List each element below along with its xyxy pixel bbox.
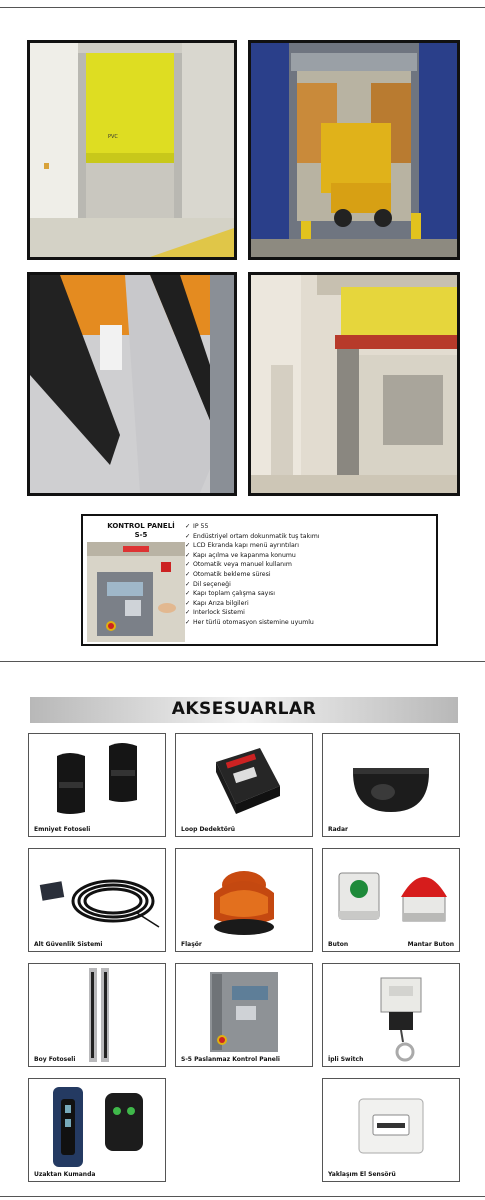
photo-yellow-door-steel-frame	[248, 272, 460, 496]
feature-item: ✓ Endüstriyel ortam dokunmatik tuş takımı	[185, 532, 320, 540]
check-icon: ✓	[185, 609, 191, 617]
feature-item: ✓ Her türlü otomasyon sistemine uyumlu	[185, 618, 314, 626]
feature-item: ✓ Otomatik veya manuel kullanım	[185, 561, 292, 569]
card-label: Loop Dedektörü	[181, 826, 236, 833]
card-label: Alt Güvenlik Sistemi	[34, 941, 103, 948]
pull-cord-switch-image	[323, 964, 459, 1066]
photo-forklift-warehouse-door	[248, 40, 460, 260]
control-panel-title	[89, 522, 193, 540]
bottom-safety-system-image	[29, 849, 165, 951]
card-label: Uzaktan Kumanda	[34, 1171, 96, 1178]
card-label-right: Mantar Buton	[407, 941, 454, 948]
feature-item: ✓ LCD Ekranda kapı menü ayrıntıları	[185, 542, 300, 550]
card-label: Radar	[328, 826, 348, 833]
control-panel-info-box	[81, 514, 438, 646]
feature-item: ✓ Kapı toplam çalışma sayısı	[185, 590, 275, 598]
photo-yellow-door-cleanroom	[27, 40, 237, 260]
check-icon: ✓	[185, 590, 191, 598]
flasher-light-image	[176, 849, 312, 951]
card-label: Buton	[328, 941, 349, 948]
accessory-card-flasor	[175, 848, 313, 952]
feature-item: ✓ IP 55	[185, 523, 209, 530]
accessory-card-emniyet-fotoseli	[28, 733, 166, 837]
feature-item: ✓ Otomatik bekleme süresi	[185, 570, 271, 578]
accessory-card-boy-fotoseli	[28, 963, 166, 1067]
accessory-card-buton	[322, 848, 460, 952]
loop-detector-image	[176, 734, 312, 836]
card-label: Boy Fotoseli	[34, 1056, 76, 1063]
button-and-mushroom-button-image	[323, 849, 459, 951]
bottom-rule	[0, 1196, 485, 1197]
card-label: İpli Switch	[328, 1056, 364, 1063]
feature-item: ✓ Kapı Arıza bilgileri	[185, 599, 249, 607]
accessory-card-radar	[322, 733, 460, 837]
check-icon: ✓	[185, 542, 191, 550]
light-curtain-image	[29, 964, 165, 1066]
accessories-banner	[30, 697, 458, 723]
accessories-title: AKSESUARLAR	[171, 699, 317, 719]
control-panel-feature-list	[185, 522, 320, 628]
check-icon: ✓	[185, 551, 191, 559]
check-icon: ✓	[185, 618, 191, 626]
check-icon: ✓	[185, 570, 191, 578]
top-rule	[0, 7, 485, 8]
feature-item: ✓ Interlock Sistemi	[185, 609, 245, 617]
accessory-card-loop-dedektoru	[175, 733, 313, 837]
section-divider	[0, 661, 485, 662]
svg-text:PVC: PVC	[108, 134, 118, 140]
remote-control-image	[29, 1079, 165, 1181]
card-label: Emniyet Fotoseli	[34, 826, 91, 833]
control-panel-title-line2: S-5	[134, 531, 148, 539]
check-icon: ✓	[185, 599, 191, 607]
control-panel-photo	[87, 542, 185, 642]
accessory-card-alt-guvenlik	[28, 848, 166, 952]
photo-orange-door-edge-closeup	[27, 272, 237, 496]
proximity-hand-sensor-image	[323, 1079, 459, 1181]
accessory-card-ipli-switch	[322, 963, 460, 1067]
check-icon: ✓	[185, 580, 191, 588]
check-icon: ✓	[185, 561, 191, 569]
control-panel-title-line1: KONTROL PANELİ	[107, 522, 175, 530]
accessory-card-yaklasim-sensoru	[322, 1078, 460, 1182]
radar-sensor-image	[323, 734, 459, 836]
safety-photocell-image	[29, 734, 165, 836]
card-label: S-5 Paslanmaz Kontrol Paneli	[181, 1056, 280, 1063]
stainless-control-panel-image	[176, 964, 312, 1066]
accessory-card-kontrol-paneli	[175, 963, 313, 1067]
feature-item: ✓ Dil seçeneği	[185, 580, 231, 588]
check-icon: ✓	[185, 532, 191, 540]
card-label: Yaklaşım El Sensörü	[328, 1171, 396, 1178]
check-icon: ✓	[185, 523, 191, 530]
card-label: Flaşör	[181, 941, 202, 948]
feature-item: ✓ Kapı açılma ve kapanma konumu	[185, 551, 296, 559]
accessory-card-uzaktan-kumanda	[28, 1078, 166, 1182]
